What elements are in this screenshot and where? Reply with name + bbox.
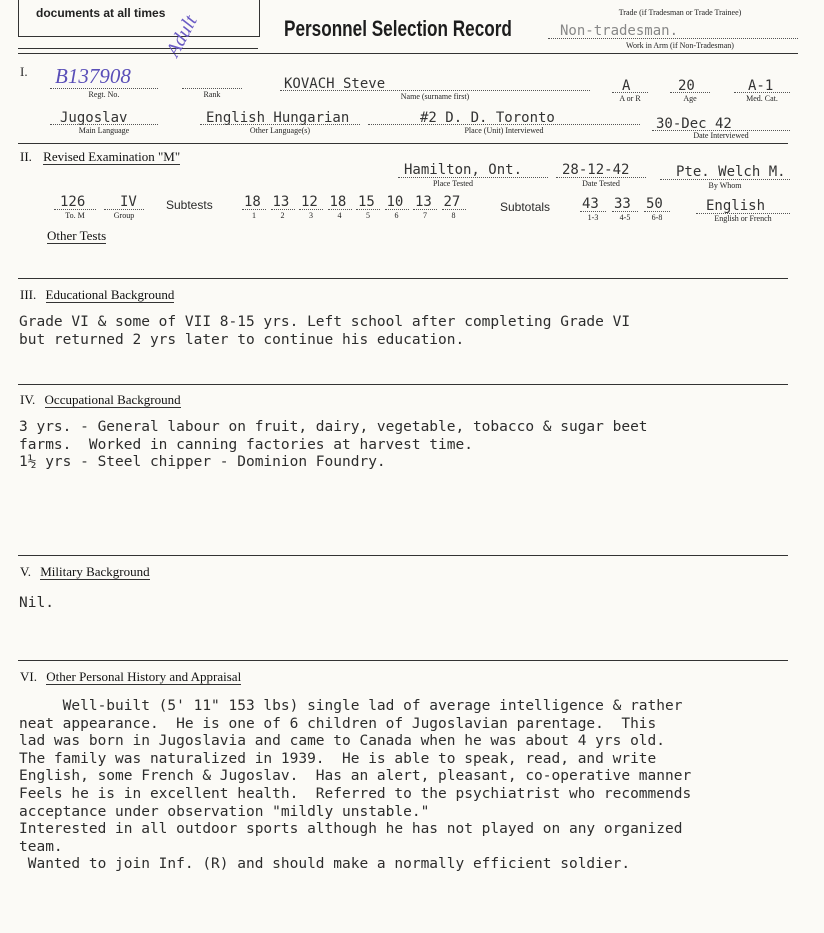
section-iv-line: farms. Worked in canning factories at harvest time. [19,436,473,453]
total-m-line [54,209,96,210]
place-tested-caption: Place Tested [433,179,473,188]
rule-after-section-ii [18,278,788,279]
section-vi-line: The family was naturalized in 1939. He is able to speak, read, and write [19,750,657,767]
section-v-title: Military Background [40,564,150,579]
section-v-line: Nil. [19,595,54,611]
section-iv-heading [20,392,181,408]
section-vi-line: lad was born in Jugoslavia and came to Canada when he was about 4 yrs old. [19,733,666,750]
subtest-number: 5 [366,211,370,220]
subtest-value: 10 [386,194,404,210]
by-whom-value: Pte. Welch M. [676,164,786,180]
section-vi-heading [20,669,241,685]
other-tests-text: Other Tests [47,228,107,243]
section-vi-title: Other Personal History and Appraisal [46,669,242,684]
subtotal-line [644,211,670,212]
subtest-value: 15 [358,194,375,210]
section-iii-line: but returned 2 yrs later to continue his education. [19,331,465,348]
subtotal-range: 6-8 [651,213,663,222]
subtest-value: 13 [272,194,290,210]
subtest-line [271,209,295,210]
english-french-caption: English or French [714,214,772,223]
section-v-body [19,595,54,613]
med-cat-line [734,92,790,93]
place-interviewed-line [368,124,640,125]
section-iv-line: 1½ yrs - Steel chipper - Dominion Foundry. [19,454,386,471]
total-m-value: 126 [60,194,86,210]
rank-caption: Rank [203,90,221,99]
total-m-caption: To. M [65,211,85,220]
name-caption: Name (surname first) [400,92,470,101]
section-i-numeral: I. [20,64,28,79]
subtotal-value: 33 [614,196,631,212]
subtotal-range: 1-3 [587,213,599,222]
trade-line [548,38,798,39]
section-vi-line: Well-built (5' 11" 153 lbs) single lad of average intelligence & rather [19,698,683,714]
med-cat-value: A-1 [748,78,774,94]
subtest-line [385,209,409,210]
rule-after-section-iii [18,384,788,385]
other-languages-line [200,124,360,125]
med-cat-caption: Med. Cat. [746,94,778,103]
subtest-line [356,209,380,210]
group-caption: Group [113,211,135,220]
age-caption: Age [683,94,697,103]
date-interviewed-caption: Date Interviewed [693,131,749,140]
section-iv-numeral: IV. [20,392,36,407]
section-ii-heading [20,149,180,165]
main-language-value: Jugoslav [60,110,128,126]
age-line [670,92,710,93]
other-languages-value: English Hungarian [206,110,350,126]
subtest-line [299,209,323,210]
place-interviewed-value: #2 D. D. Toronto [420,110,555,126]
section-iii-body [19,314,630,349]
section-vi-line: neat appearance. He is one of 6 children of Jugoslavian parentage. This [19,715,657,732]
section-iv-title: Occupational Background [44,392,181,407]
section-vi-line: Feels he is in excellent health. Referred to the psychiatrist who recommends [19,785,692,802]
rule-after-section-iv [18,555,788,556]
subtest-number: 3 [309,211,313,220]
group-line [104,209,144,210]
english-french-value: English [706,198,766,214]
section-vi-body [19,698,691,874]
section-vi-line: team. [19,838,63,855]
subtests-label: Subtests [166,198,213,212]
date-interviewed-value: 30-Dec 42 [656,116,732,132]
date-tested-caption: Date Tested [582,179,620,188]
section-ii-numeral: II. [20,149,32,164]
subtotals-label: Subtotals [500,200,551,214]
section-iv-line: 3 yrs. - General labour on fruit, dairy, vegetable, tobacco & sugar beet [19,419,648,435]
main-language-caption: Main Language [78,126,130,135]
section-vi-line: Interested in all outdoor sports although he has not played on any organized [19,821,683,838]
main-language-line [50,124,158,125]
place-tested-line [398,177,548,178]
other-tests-label [47,228,106,244]
adult-stamp: Adult [162,11,202,61]
subtotal-line [580,211,606,212]
group-value: IV [120,194,137,210]
subtotal-line [612,211,638,212]
work-caption: Work in Arm (if Non-Tradesman) [626,41,734,50]
section-vi-line: Wanted to join Inf. (R) and should make a normally efficient soldier. [19,856,631,873]
form-title: Personnel Selection Record [284,16,512,41]
subtest-line [328,209,352,210]
section-v-heading [20,564,150,580]
place-tested-value: Hamilton, Ont. [404,162,523,178]
section-ii-title: Revised Examination "M" [43,149,181,164]
regt-no-value: B137908 [55,64,131,88]
subtest-line [442,209,466,210]
regt-no-line [50,88,158,89]
regt-no-caption: Regt. No. [88,90,120,99]
subtotal-value: 43 [582,196,599,212]
subtest-value: 12 [301,194,318,210]
place-interviewed-caption: Place (Unit) Interviewed [464,126,544,135]
by-whom-line [660,179,790,180]
box-underline [18,48,258,49]
date-tested-line [556,177,646,178]
header-rule [18,53,798,54]
subtest-line [242,209,266,210]
subtest-number: 2 [280,211,285,220]
section-vi-numeral: VI. [20,669,37,684]
a-or-r-line [612,92,648,93]
section-iii-numeral: III. [20,287,37,302]
a-or-r-caption: A or R [619,94,641,103]
section-iii-title: Educational Background [45,287,175,302]
trade-caption: Trade (if Tradesman or Trade Trainee) [618,8,742,17]
subtotal-range: 4-5 [619,213,631,222]
section-vi-line: acceptance under observation "mildly unstable." [19,803,430,820]
subtest-value: 27 [443,194,461,210]
by-whom-caption: By Whom [708,181,742,190]
subtest-number: 1 [252,211,256,220]
other-languages-caption: Other Language(s) [249,126,311,135]
trade-value: Non-tradesman. [560,23,679,39]
rule-after-section-i [18,143,788,144]
section-iv-body [19,419,648,472]
subtest-number: 6 [394,211,399,220]
subtest-number: 7 [423,211,427,220]
section-iii-line: Grade VI & some of VII 8-15 yrs. Left school after completing Grade VI [19,314,631,330]
section-iii-heading [20,287,174,303]
rule-after-section-v [18,660,788,661]
section-v-numeral: V. [20,564,31,579]
subtest-number: 4 [337,211,342,220]
subtest-line [413,209,437,210]
subtest-value: 18 [244,194,261,210]
age-value: 20 [678,78,695,94]
subtest-value: 13 [415,194,432,210]
subtest-number: 8 [451,211,456,220]
subtest-value: 18 [329,194,347,210]
instruction-text: documents at all times [36,6,166,20]
name-line [280,90,590,91]
name-value: KOVACH Steve [284,76,386,92]
rank-line [182,88,242,89]
a-or-r-value: A [622,78,631,94]
subtotal-value: 50 [646,196,663,212]
section-vi-line: English, some French & Jugoslav. Has an alert, pleasant, co-operative manner [19,768,692,785]
date-tested-value: 28-12-42 [562,162,630,178]
